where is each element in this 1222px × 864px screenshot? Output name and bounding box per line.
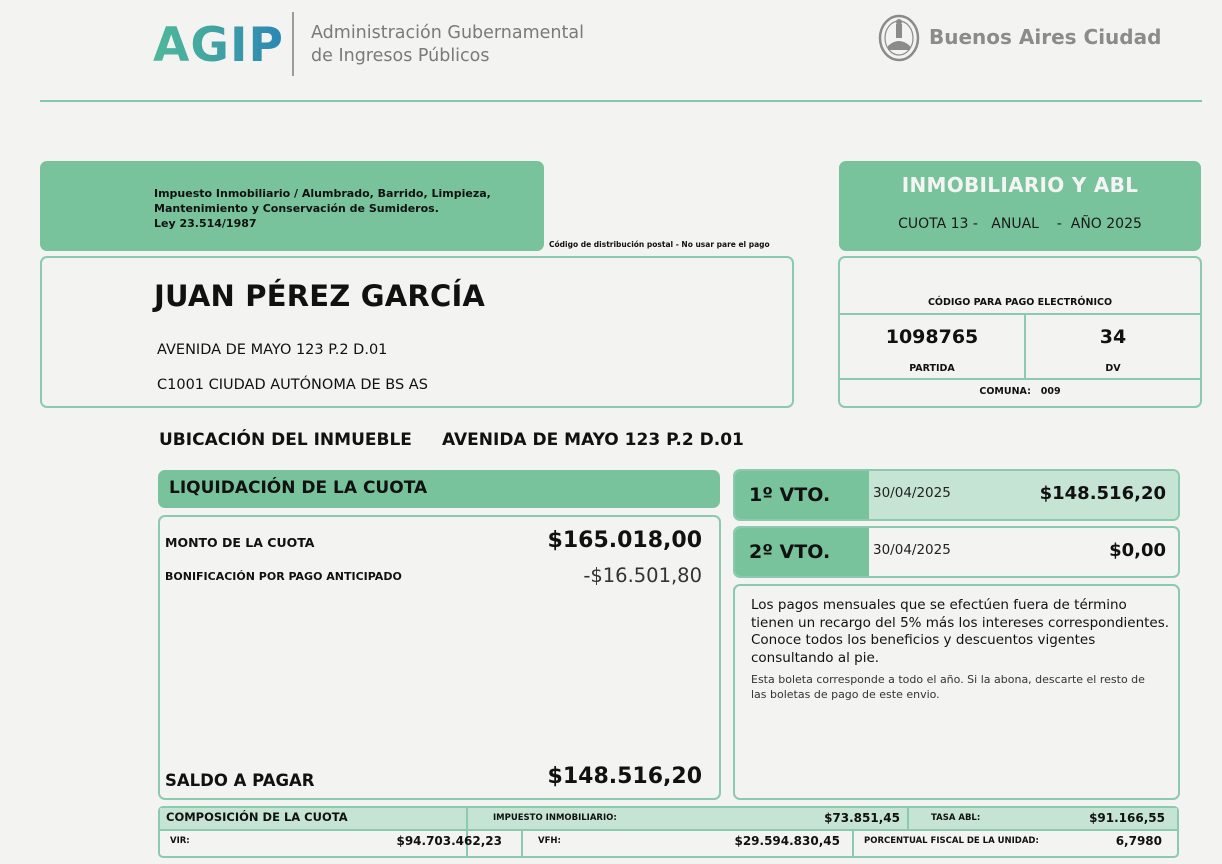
bonificacion-value: -$16.501,80 [583, 564, 702, 587]
vencimiento-label: 2º VTO. [749, 541, 831, 563]
cuota-line: CUOTA 13 - ANUAL - AÑO 2025 [898, 216, 1142, 232]
tax-description-line1: Impuesto Inmobiliario / Alumbrado, Barrido, Limpieza, [154, 187, 491, 200]
saldo-label: SALDO A PAGAR [165, 771, 315, 790]
late-payment-note: Los pagos mensuales que se efectúen fuera de término tienen un recargo del 5% más los intereses correspondientes. Conoce todos los beneficios y descuentos vigentes consultando al pie. [751, 597, 1170, 666]
composicion-col-divider [907, 808, 909, 829]
agip-logo: AGIP [153, 18, 284, 73]
vencimiento-label: 1º VTO. [749, 484, 831, 506]
composicion-title: COMPOSICIÓN DE LA CUOTA [166, 810, 348, 824]
tax-title: INMOBILIARIO Y ABL [901, 173, 1139, 197]
vir-value: $94.703.462,23 [396, 834, 502, 848]
porcentual-label: PORCENTUAL FISCAL DE LA UNIDAD: [864, 836, 1039, 846]
bonificacion-label: BONIFICACIÓN POR PAGO ANTICIPADO [165, 570, 402, 583]
vencimiento-amount: $0,00 [1109, 540, 1166, 561]
vir-label: VIR: [170, 836, 190, 846]
agency-name-line1: Administración Gubernamental [311, 23, 584, 43]
saldo-value: $148.516,20 [547, 764, 702, 789]
location-value: AVENIDA DE MAYO 123 P.2 D.01 [442, 430, 744, 450]
vencimiento-1 [733, 469, 1180, 521]
vencimiento-2 [733, 526, 1180, 578]
comuna: COMUNA: 009 [979, 386, 1061, 397]
impuesto-label: IMPUESTO INMOBILIARIO: [493, 813, 617, 823]
partida-label: PARTIDA [909, 363, 955, 374]
location-label: UBICACIÓN DEL INMUEBLE [159, 430, 412, 450]
header-divider [40, 100, 1202, 102]
monto-label: MONTO DE LA CUOTA [165, 535, 315, 550]
recipient-address-line1: AVENIDA DE MAYO 123 P.2 D.01 [157, 342, 388, 358]
vencimiento-amount: $148.516,20 [1039, 483, 1166, 504]
tax-law: Ley 23.514/1987 [154, 217, 257, 230]
liquidacion-box [158, 515, 721, 800]
partida-value: 1098765 [885, 326, 979, 348]
payment-code-divider [840, 378, 1200, 380]
logo-divider [292, 12, 294, 76]
tax-description-line2: Mantenimiento y Conservación de Sumideros. [154, 202, 439, 215]
payment-code-title: CÓDIGO PARA PAGO ELECTRÓNICO [927, 297, 1113, 308]
tax-description [154, 186, 534, 231]
monto-value: $165.018,00 [547, 528, 702, 553]
annual-payment-note: Esta boleta corresponde a todo el año. Si la abona, descarte el resto de las boletas de pago de este envio. [751, 673, 1145, 701]
composicion-col-divider [466, 808, 468, 856]
payment-code-divider [840, 313, 1200, 315]
city-name: Buenos Aires Ciudad [929, 25, 1162, 49]
vencimiento-date: 30/04/2025 [873, 542, 951, 558]
composicion-row-divider [160, 829, 1177, 831]
city-seal-icon [878, 12, 920, 62]
agency-name-line2: de Ingresos Públicos [311, 46, 490, 66]
vfh-label: VFH: [538, 836, 561, 846]
tasa-abl-value: $91.166,55 [1089, 811, 1165, 825]
recipient-address-line2: C1001 CIUDAD AUTÓNOMA DE BS AS [157, 377, 428, 393]
vencimiento-date: 30/04/2025 [873, 485, 951, 501]
porcentual-value: 6,7980 [1115, 834, 1162, 848]
composicion-col-divider [521, 831, 523, 856]
postal-note: Código de distribución postal - No usar pare el pago [549, 240, 770, 249]
tasa-abl-label: TASA ABL: [931, 813, 981, 823]
composicion-col-divider [852, 831, 854, 856]
recipient-name: JUAN PÉREZ GARCÍA [154, 279, 486, 313]
agency-name [311, 22, 611, 68]
dv-value: 34 [1099, 326, 1127, 348]
impuesto-value: $73.851,45 [824, 811, 900, 825]
dv-label: DV [1105, 363, 1121, 374]
vfh-value: $29.594.830,45 [734, 834, 840, 848]
liquidacion-title: LIQUIDACIÓN DE LA CUOTA [169, 478, 428, 498]
